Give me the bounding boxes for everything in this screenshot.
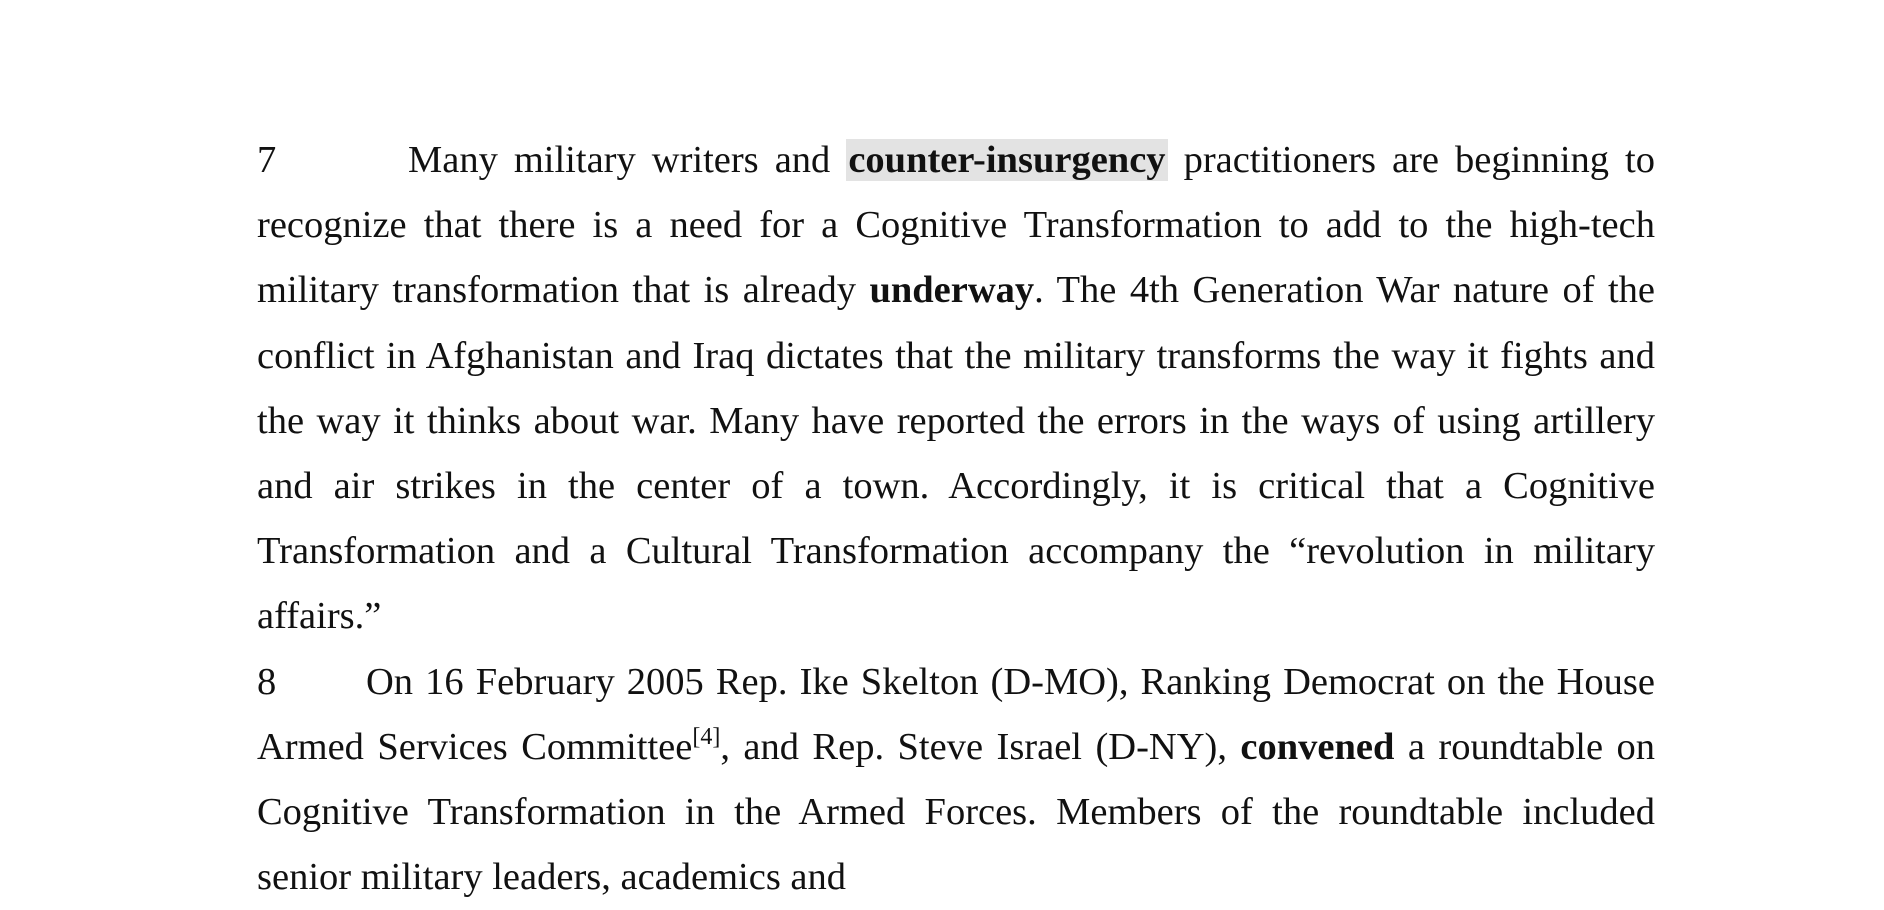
- paragraph-text: On 16 February 2005 Rep. Ike Skelton (D-MO), Ranking Democrat on the House Armed Services Committee: [257, 660, 1655, 768]
- bold-term: underway: [869, 269, 1035, 312]
- paragraph-text: , and Rep. Steve Israel (D-NY),: [720, 725, 1241, 768]
- bold-term: convened: [1240, 725, 1395, 768]
- paragraph-7: [257, 128, 1655, 650]
- paragraph-text: Many military writers and: [408, 139, 847, 181]
- document-page: [257, 128, 1655, 910]
- highlighted-term[interactable]: counter-insurgency: [848, 139, 1166, 181]
- paragraph-8: [257, 650, 1655, 910]
- paragraph-text: practitioners are beginning to recognize that there is a need for a Cognitive Transformation to add to the high-tech military transformation that is already: [257, 139, 1655, 312]
- paragraph-text: a roundtable on Cognitive Transformation in the Armed Forces. Members of the roundtable included senior military leaders, academics and: [257, 725, 1655, 899]
- paragraph-number: 8: [257, 660, 277, 703]
- paragraph-text: . The 4th Generation War nature of the conflict in Afghanistan and Iraq dictates that the military transforms the way it fights and the way it thinks about war. Many have reported the errors in the ways of using artillery and air strikes in the center of a town. Accordingly, it is critical that a Cognitive Transformation and a Cultural Transformation accompany the “revolution in military affairs.”: [257, 269, 1655, 638]
- footnote-reference[interactable]: [4]: [692, 723, 721, 750]
- paragraph-number: 7: [257, 139, 277, 181]
